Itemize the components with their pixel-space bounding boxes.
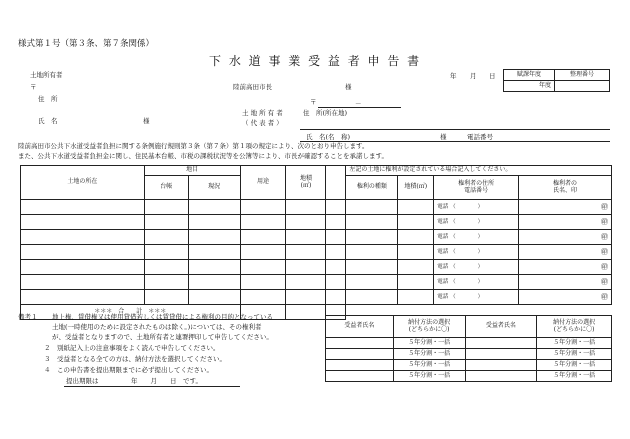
table-row	[21, 275, 612, 290]
header-yoto: 用途	[240, 166, 286, 200]
header-holder-name: 権利者の 氏名、印	[519, 176, 612, 200]
office-use-box	[503, 69, 610, 92]
postal-dash: －	[355, 100, 362, 108]
name-label: 氏 名	[38, 117, 58, 125]
addressee-sama: 様	[345, 83, 352, 91]
header-genkyo: 現況	[188, 176, 240, 200]
seal-cell: ㊞	[519, 290, 612, 305]
phone-cell: 電話 （ ）	[434, 290, 519, 305]
land-table	[20, 165, 612, 320]
address-label: 住 所	[38, 95, 58, 103]
rep-addr-underline	[300, 129, 610, 130]
rep-label-owner: 土 地 所 有 者	[242, 109, 283, 117]
payment-option[interactable]: ５年分割・一括	[537, 360, 612, 371]
payment-row	[326, 371, 612, 382]
deadline-text: 提出期限は 年 月 日 です。	[66, 377, 202, 385]
payment-header-method: 納付方法の選択 (どちらかに〇)	[393, 316, 465, 338]
rep-addr-label: 住 所(所在地)	[303, 109, 348, 117]
form-number: 様式第１号（第３条、第７条関係）	[18, 39, 155, 49]
payment-option[interactable]: ５年分割・一括	[537, 349, 612, 360]
notes-head: 備考１	[18, 313, 38, 321]
phone-cell: 電話 （ ）	[434, 200, 519, 215]
total-label: ＊＊＊ 合 計 ＊＊＊	[21, 305, 241, 320]
form-title: 下 水 道 事 業 受 益 者 申 告 書	[209, 54, 422, 68]
deadline-underline	[64, 386, 240, 387]
note-1c: が、受益者となりますので、土地所有者と連署押印して申告してください。	[52, 333, 273, 341]
header-area: 地積 (㎡)	[286, 166, 326, 200]
owner-label: 土地所有者	[30, 71, 63, 79]
seal-cell: ㊞	[519, 200, 612, 215]
header-chimoku: 地目	[144, 166, 240, 176]
seal-cell: ㊞	[519, 245, 612, 260]
header-daicho: 台帳	[144, 176, 188, 200]
note-4: ４ この申告書を提出期限までに必ず提出してください。	[44, 366, 213, 374]
payment-option[interactable]: ５年分割・一括	[537, 371, 612, 382]
spacer-col	[326, 166, 346, 200]
seal-cell: ㊞	[519, 275, 612, 290]
ref-no-header: 整理番号	[555, 70, 610, 81]
phone-cell: 電話 （ ）	[434, 260, 519, 275]
payment-row	[326, 360, 612, 371]
table-row	[21, 200, 612, 215]
payment-row	[326, 349, 612, 360]
statement-line-1: 陸前高田市公共下水道受益者負担に関する条例施行規則第３条（第７条）第１項の規定により、次のとおり申告します。	[18, 142, 369, 150]
rep-name-label: 氏 名(名 称)	[306, 133, 351, 141]
payment-header-method-2: 納付方法の選択 (どちらかに〇)	[537, 316, 612, 338]
payment-row	[326, 338, 612, 349]
payment-header-name: 受益者氏名	[326, 316, 394, 338]
table-row	[21, 245, 612, 260]
header-rights-note: 左記の土地に権利が設定されている場合記入してください。	[346, 166, 612, 176]
rep-phone-label: 電話番号	[467, 133, 493, 141]
rep-postal: 〒	[310, 98, 317, 106]
payment-method-table	[325, 315, 612, 382]
statement-line-2: また、公共下水道受益者負担金に関し、住民基本台帳、市税の課税状況等を公簿等により、市長が確認することを承諾します。	[18, 152, 388, 160]
tax-year-header: 賦課年度	[504, 70, 555, 81]
payment-option[interactable]: ５年分割・一括	[537, 338, 612, 349]
note-3: ３ 受益者となる全ての方は、納付方法を選択してください。	[44, 355, 226, 363]
table-row	[21, 290, 612, 305]
date-day: 日	[489, 72, 496, 80]
fiscal-cell: 年度	[504, 81, 555, 92]
owner-seal-mark: 様	[143, 117, 150, 125]
phone-cell: 電話 （ ）	[434, 215, 519, 230]
payment-header-name-2: 受益者氏名	[465, 316, 537, 338]
seal-cell: ㊞	[519, 230, 612, 245]
header-right-type: 権利の種類	[346, 176, 398, 200]
seal-cell: ㊞	[519, 260, 612, 275]
date-year: 年	[450, 72, 457, 80]
table-row	[21, 260, 612, 275]
ref-no-cell	[555, 81, 610, 92]
payment-option[interactable]: ５年分割・一括	[393, 338, 465, 349]
header-right-area: 地積(㎡)	[398, 176, 434, 200]
addressee: 陸前高田市長	[233, 83, 272, 91]
phone-cell: 電話 （ ）	[434, 230, 519, 245]
payment-option[interactable]: ５年分割・一括	[393, 371, 465, 382]
seal-cell: ㊞	[519, 215, 612, 230]
table-row	[21, 230, 612, 245]
note-1a: 地上権、賃借権又は使用貸借若しくは賃貸借による権利の目的となっている	[52, 313, 273, 321]
header-location: 土地の所在	[21, 166, 145, 200]
postal-mark: 〒	[30, 83, 37, 91]
note-2: ２ 別紙記入上の注意事項をよく読んで申告してください。	[44, 344, 220, 352]
payment-option[interactable]: ５年分割・一括	[393, 360, 465, 371]
phone-cell: 電話 （ ）	[434, 275, 519, 290]
rep-label-representative: （ 代 表 者 ）	[242, 119, 283, 127]
phone-cell: 電話 （ ）	[434, 245, 519, 260]
payment-option[interactable]: ５年分割・一括	[393, 349, 465, 360]
header-holder-address: 権利者の住所 電話番号	[434, 176, 519, 200]
note-1b: 土地(一時使用のために設定されたものは除く。)については、その権利者	[52, 323, 262, 331]
rep-seal-mark: 様	[440, 133, 447, 141]
date-month: 月	[470, 72, 477, 80]
table-row	[21, 215, 612, 230]
